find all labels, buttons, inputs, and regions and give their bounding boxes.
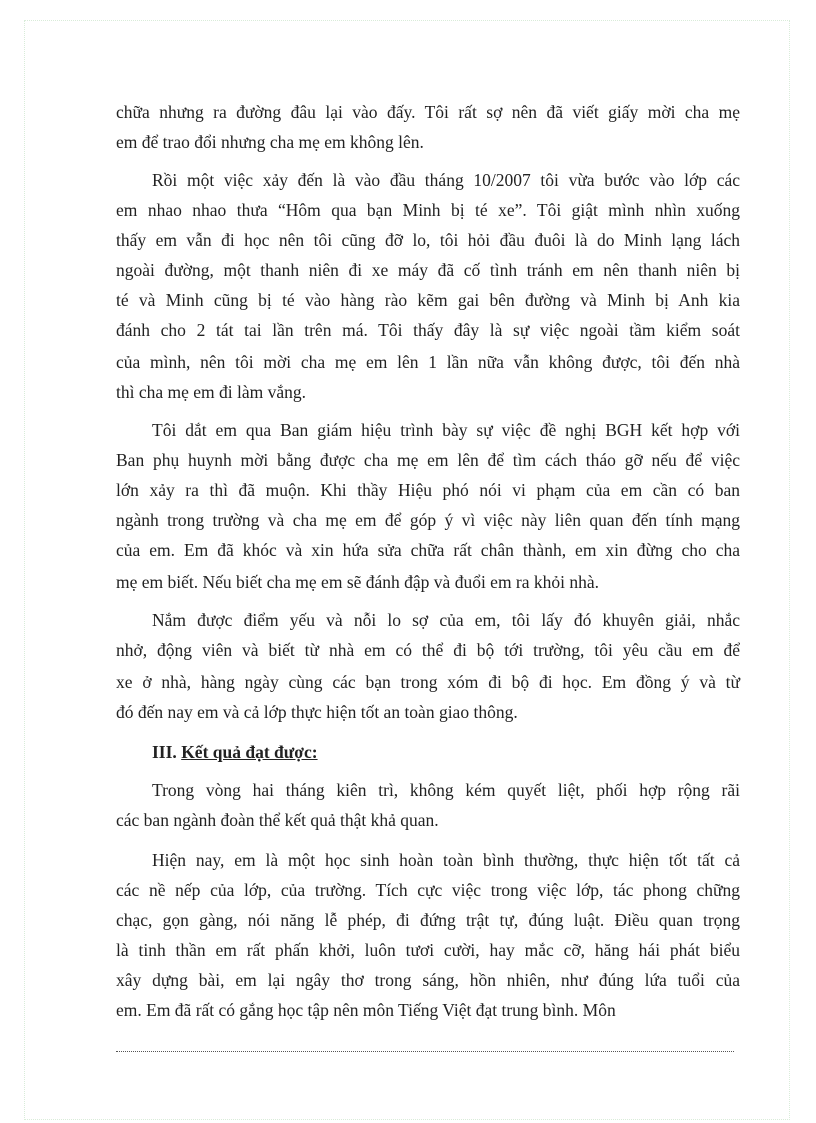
paragraph-line: té và Minh cũng bị té vào hàng rào kẽm gai bên đường và Minh bị Anh kia	[116, 290, 740, 310]
paragraph-line: chữa nhưng ra đường đâu lại vào đấy. Tôi rất sợ nên đã viết giấy mời cha mẹ	[116, 102, 740, 122]
paragraph-line: Tôi dắt em qua Ban giám hiệu trình bày sự việc đề nghị BGH kết hợp với	[152, 420, 740, 440]
paragraph-line: đánh cho 2 tát tai lần trên má. Tôi thấy đây là sự việc ngoài tầm kiểm soát	[116, 320, 740, 340]
paragraph-line: Hiện nay, em là một học sinh hoàn toàn bình thường, thực hiện tốt tất cả	[152, 850, 740, 870]
paragraph-line: Rồi một việc xảy đến là vào đầu tháng 10/2007 tôi vừa bước vào lớp các	[152, 170, 740, 190]
paragraph-line: em để trao đổi nhưng cha mẹ em không lên.	[116, 132, 424, 152]
section-heading	[152, 741, 740, 763]
paragraph-line: lớn xảy ra thì đã muộn. Khi thầy Hiệu phó nói vi phạm của em cần có ban	[116, 480, 740, 500]
paragraph-line: đó đến nay em và cả lớp thực hiện tốt an toàn giao thông.	[116, 702, 518, 722]
paragraph-line: em. Em đã rất có gắng học tập nên môn Tiếng Việt đạt trung bình. Môn	[116, 1000, 616, 1020]
paragraph-line: nhở, động viên và biết từ nhà em có thể đi bộ tới trường, tôi yêu cầu em để	[116, 640, 740, 660]
paragraph-line: xe ở nhà, hàng ngày cùng các bạn trong xóm đi bộ đi học. Em đồng ý và từ	[116, 672, 740, 692]
paragraph-line: là tinh thần em rất phấn khởi, luôn tươi cười, hay mắc cỡ, hăng hái phát biểu	[116, 940, 740, 960]
paragraph-line: Ban phụ huynh mời bằng được cha mẹ em lên để tìm cách tháo gỡ nếu để việc	[116, 450, 740, 470]
section-number: III.	[152, 742, 177, 762]
paragraph-line: xây dựng bài, em lại ngây thơ trong sáng, hồn nhiên, như đúng lứa tuổi của	[116, 970, 740, 990]
paragraph-line: các ban ngành đoàn thể kết quả thật khả quan.	[116, 810, 439, 830]
paragraph-line: mẹ em biết. Nếu biết cha mẹ em sẽ đánh đập và đuổi em ra khỏi nhà.	[116, 572, 600, 592]
paragraph-line: của em. Em đã khóc và xin hứa sửa chữa rất chân thành, em xin đừng cho cha	[116, 540, 740, 560]
paragraph-line: của mình, nên tôi mời cha mẹ em lên 1 lần nữa vẫn không được, tôi đến nhà	[116, 352, 740, 372]
paragraph-line: thấy em vẫn đi học nên tôi cũng đỡ lo, tôi hỏi đầu đuôi là do Minh lạng lách	[116, 230, 740, 250]
paragraph-line: Trong vòng hai tháng kiên trì, không kém quyết liệt, phối hợp rộng rãi	[152, 780, 740, 800]
paragraph-line: em nhao nhao thưa “Hôm qua bạn Minh bị té xe”. Tôi giật mình nhìn xuống	[116, 200, 740, 220]
paragraph-line: Nắm được điểm yếu và nỗi lo sợ của em, tôi lấy đó khuyên giải, nhắc	[152, 610, 740, 630]
paragraph-line: chạc, gọn gàng, nói năng lễ phép, đi đứng trật tự, đúng luật. Điều quan trọng	[116, 910, 740, 930]
paragraph-line: thì cha mẹ em đi làm vắng.	[116, 382, 307, 402]
section-title: Kết quả đạt được:	[181, 742, 318, 762]
footer-dotted-rule	[116, 1051, 734, 1052]
paragraph-line: ngành trong trường và cha mẹ em để góp ý vì việc này liên quan đến tính mạng	[116, 510, 740, 530]
paragraph-line: ngoài đường, một thanh niên đi xe máy đã cố tình tránh em nên thanh niên bị	[116, 260, 740, 280]
paragraph-line: các nề nếp của lớp, của trường. Tích cực việc trong việc lớp, tác phong chững	[116, 880, 740, 900]
